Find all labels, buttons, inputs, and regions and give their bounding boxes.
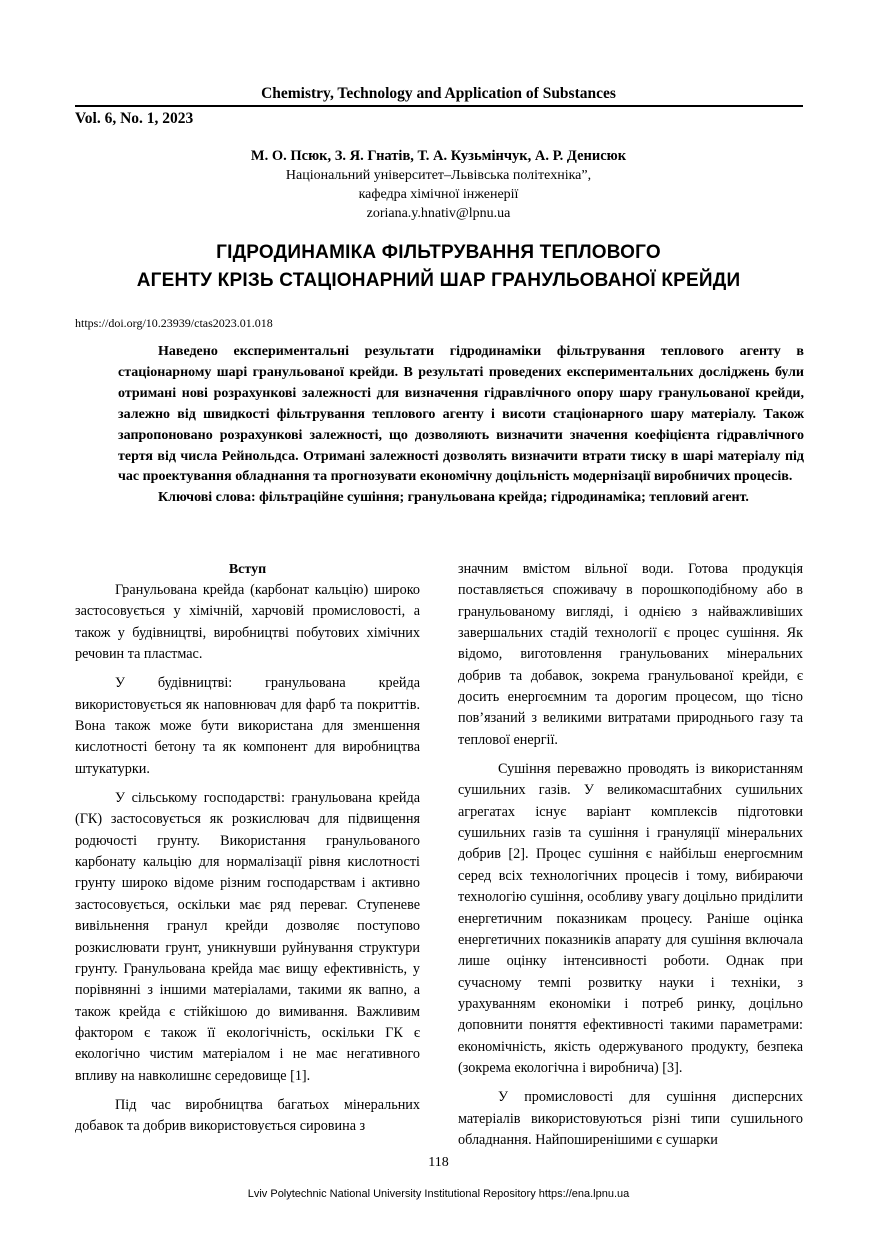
paragraph: Гранульована крейда (карбонат кальцію) широко застосовується у хімічній, харчовій промисловості, а також у будівництві, виробництві побутових хімічних речовин та пластмас. bbox=[75, 582, 420, 663]
affiliation-email: zoriana.y.hnativ@lpnu.ua bbox=[366, 206, 511, 221]
volume-info: Vol. 6, No. 1, 2023 bbox=[75, 110, 194, 127]
repository-footer: Lviv Polytechnic National University Institutional Repository https://ena.lpnu.ua bbox=[247, 1188, 630, 1200]
header-rule bbox=[75, 105, 803, 107]
authors: М. О. Псюк, З. Я. Гнатів, Т. А. Кузьмінчук, А. Р. Денисюк bbox=[250, 148, 627, 164]
section-heading: Вступ bbox=[228, 562, 267, 577]
paragraph: У будівництві: гранульована крейда використовується як наповнювач для фарб та покриттів. Вона також може бути використана для зменшення кислотності бетону та як компонент для виробництва штукатурки. bbox=[75, 675, 420, 777]
paragraph: значним вмістом вільної води. Готова продукція поставляється споживачу в порошкоподібному або в гранульованому вигляді, і однією з найважливіших завершальних стадій технології є процес сушіння. Як відомо, виготовлення гранульованих мінеральних добрив та добавок, зокрема гранульованої крейди, є досить енергоємним та дорогим процесом, що тісно пов’язаний з великими витратами природнього газу та теплової енергії. bbox=[458, 561, 803, 748]
article-title-line-2: АГЕНТУ КРІЗЬ СТАЦІОНАРНИЙ ШАР ГРАНУЛЬОВАНОЇ КРЕЙДИ bbox=[136, 270, 741, 291]
affiliation-university: Національний університет–Львівська політехніка”, bbox=[285, 168, 592, 183]
article-title-line-1: ГІДРОДИНАМІКА ФІЛЬТРУВАННЯ ТЕПЛОВОГО bbox=[216, 242, 661, 263]
right-column bbox=[458, 559, 803, 1159]
affiliation-department: кафедра хімічної інженерії bbox=[358, 187, 519, 202]
abstract-text: Наведено експериментальні результати гідродинаміки фільтрування теплового агенту в стаціонарному шарі гранульованої крейди. В результаті проведених експериментальних досліджень були отримані нові розрахункові залежності для визначення гідравлічного опору шару гранульованої крейди, залежно від швидкості фільтрування теплового агенту і висоти стаціонарного шару матеріалу. Також запропоновано розрахункові залежності, що дозволяють визначити значення коефіцієнта гідравлічного тертя від числа Рейнольдса. Отримані залежності дозволять визначити втрати тиску в шарі матеріалу під час проектування обладнання та прогнозувати економічну доцільність модернізації виробничих процесів. bbox=[118, 344, 804, 485]
left-column bbox=[75, 559, 420, 1146]
doi-link[interactable]: https://doi.org/10.23939/ctas2023.01.018 bbox=[75, 316, 273, 330]
journal-title: Chemistry, Technology and Application of Substances bbox=[261, 85, 616, 102]
page-number: 118 bbox=[428, 1155, 449, 1170]
paragraph: Сушіння переважно проводять із використанням сушильних газів. У великомасштабних сушильних агрегатах існує варіант комплексів підготовки сушильних газів та сушіння і грануляції мінеральних добрив [2]. Процес сушіння є найбільш енергоємним серед всіх технологічних процесів і тому, вибираючи технологію сушіння, особливу увагу доцільно приділити енергетичним показникам процесу. Раніше оцінка енергетичних показників апарату для сушіння включала лише оцінку інтенсивності роботи. Однак при сучасному темпі розвитку науки і техніки, з урахуванням економіки і потреб ринку, доцільно доповнити поняття ефективності такими параметрами: економічність, якість одержуваного продукту, безпека (зокрема екологічна і виробнича) [3]. bbox=[458, 761, 803, 1076]
paragraph: Під час виробництва багатьох мінеральних добавок та добрив використовується сировина з bbox=[75, 1096, 420, 1135]
paragraph: У промисловості для сушіння дисперсних матеріалів використовуються різні типи сушильного обладнання. Найпоширенішими є сушарки bbox=[458, 1089, 803, 1148]
abstract bbox=[118, 342, 804, 509]
keywords: Ключові слова: фільтраційне сушіння; гранульована крейда; гідродинаміка; тепловий агент. bbox=[158, 490, 749, 506]
paragraph: У сільському господарстві: гранульована крейда (ГК) застосовується як розкислювач для підвищення родючості грунту. Використання гранульованого карбонату кальцію для нормалізації рівня кислотності грунту широко відоме різним господарствам і активно застосовується, оскільки має ряд переваг. Ступеневе вивільнення гранул крейди дозволяє поступово розкислювати грунт, уникнувши руйнування структури грунту. Гранульована крейда має вищу ефективність, у порівнянні з іншими матеріалами, такими як вапно, а також крейда є стійкішою до вимивання. Важливим фактором є також її екологічність, оскільки ГК є екологічно чистим матеріалом і не має негативного впливу на навколишнє середовище [1]. bbox=[75, 790, 420, 1084]
